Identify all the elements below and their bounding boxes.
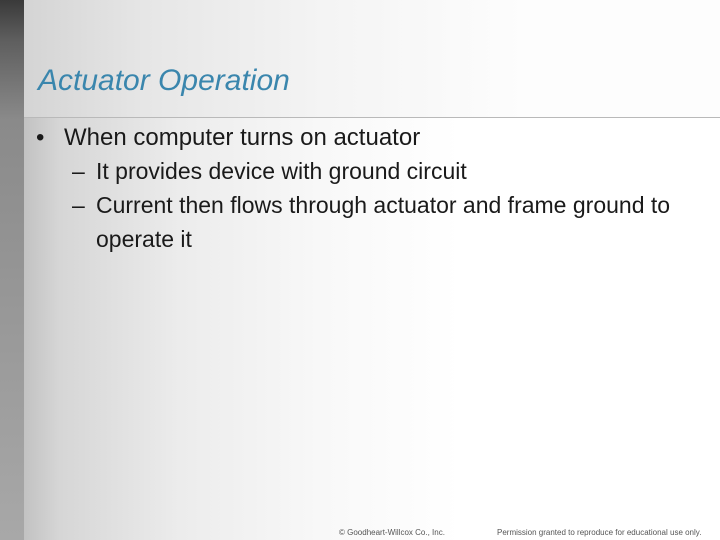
- slide-body: [36, 122, 676, 256]
- sub-bullet-item: [72, 154, 676, 188]
- footer-permission: Permission granted to reproduce for educational use only.: [497, 528, 702, 537]
- sub-bullet-marker: –: [72, 158, 85, 184]
- bullet-item: [36, 122, 676, 154]
- sub-bullet-marker: –: [72, 192, 85, 218]
- sub-bullet-text: Current then flows through actuator and frame ground to operate it: [96, 192, 671, 252]
- footer-copyright: © Goodheart-Willcox Co., Inc.: [339, 528, 445, 537]
- slide-title: Actuator Operation: [38, 64, 290, 97]
- bullet-marker: •: [36, 124, 45, 151]
- sub-bullet-text: It provides device with ground circuit: [96, 158, 467, 184]
- sub-bullet-item: [72, 188, 676, 256]
- title-band: [24, 0, 720, 118]
- left-accent-strip: [0, 0, 24, 540]
- title-divider: [24, 117, 720, 118]
- bullet-text: When computer turns on actuator: [64, 124, 421, 151]
